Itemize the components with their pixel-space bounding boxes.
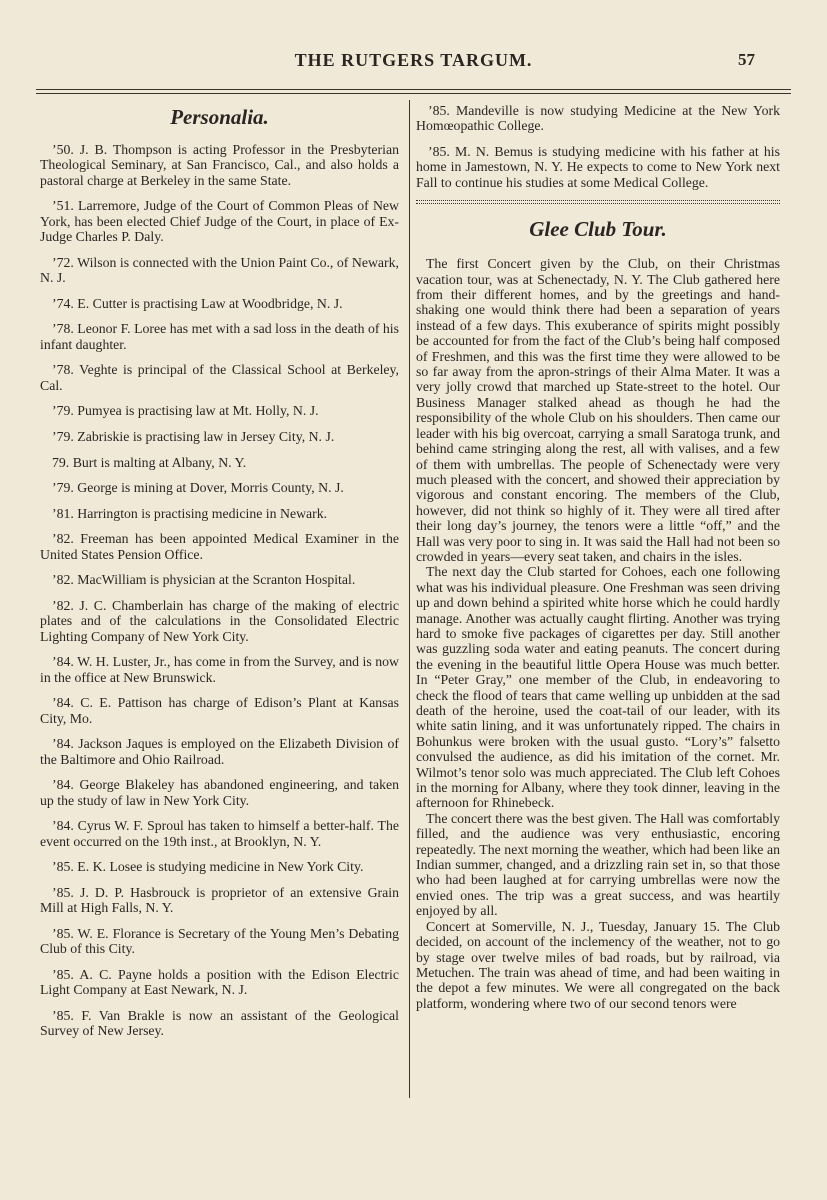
personalia-entry: ’82. Freeman has been appointed Medical Examiner in the United States Pension Office. (40, 531, 399, 562)
personalia-entry: ’74. E. Cutter is practising Law at Woodbridge, N. J. (52, 295, 343, 311)
personalia-entry: ’82. J. C. Chamberlain has charge of the making of electric plates and of the calculations in the Consolidated Electric Lighting Company of New York City. (40, 597, 399, 644)
article-paragraph: The concert there was the best given. The Hall was comfortably filled, and the audience was very enthusiastic, encoring repeatedly. The next morning the weather, which had been like an Indian summer, changed, and a drizzling rain set in, so that those who had been laughed at for carrying umbrellas were now the envied ones. The trip was a great success, and was heartily enjoyed by all. (416, 810, 780, 919)
left-column (40, 104, 399, 1049)
personalia-entry: ’85. A. C. Payne holds a position with the Edison Electric Light Company at East Newark, N. J. (40, 966, 399, 998)
header-rule-top (36, 89, 791, 90)
personalia-entry: ’84. Jackson Jaques is employed on the Elizabeth Division of the Baltimore and Ohio Railroad. (40, 736, 399, 767)
personalia-entry: ’82. MacWilliam is physician at the Scranton Hospital. (52, 572, 356, 588)
personalia-entry: ’84. W. H. Luster, Jr., has come in from the Survey, and is now in the office at New Brunswick. (40, 654, 399, 685)
personalia-entry: ’85. F. Van Brakle is now an assistant of the Geological Survey of New Jersey. (40, 1007, 399, 1039)
column-divider (409, 100, 410, 1098)
personalia-entry: ’85. W. E. Florance is Secretary of the Young Men’s Debating Club of this City. (40, 925, 399, 957)
personalia-entry: ’85. M. N. Bemus is studying medicine with his father at his home in Jamestown, N. Y. He expects to come to New York next Fall to continue his studies at some Medical College. (416, 144, 780, 190)
article-paragraph: The first Concert given by the Club, on their Christmas vacation tour, was at Schenectady, N. Y. The Club gathered here from their different homes, and by the greetings and hand-shaking one would think there had been a separation of years instead of a few days. This exuberance of spirits might possibly be accounted for from the fact of the Club’s being half composed of Freshmen, and this was the first time they were allowed to be so far away from the apron-strings of their Alma Mater. It was a very jolly crowd that marched up State-street to the hotel. Our Business Manager stalked ahead as though he had the responsibility of the whole Club on his shoulders. Then came our leader with his big overcoat, carrying a small Saratoga trunk, and behind came stringing along the rest, all with valises, and a few of them with umbrellas. The people of Schenectady were very much pleased with the concert, and showed their appreciation by vigorous and constant encoring. The members of the Club, however, did not think so highly of it. They were all tired after their long day’s journey, the tenors were a little “off,” and the Hall was very poor to sing in. It was said the Hall had not been so crowded in years—every seat taken, and chairs in the isles. (416, 256, 780, 564)
personalia-entry: ’84. George Blakeley has abandoned engineering, and taken up the study of law in New York City. (40, 777, 399, 808)
section-divider (416, 200, 780, 201)
personalia-entry: ’85. E. K. Losee is studying medicine in New York City. (52, 859, 364, 875)
personalia-entry: 79. Burt is malting at Albany, N. Y. (52, 454, 247, 470)
personalia-entry: ’84. Cyrus W. F. Sproul has taken to himself a better-half. The event occurred on the 19th inst., at Brooklyn, N. Y. (40, 818, 399, 849)
section-divider (416, 203, 780, 204)
personalia-entry: ’50. J. B. Thompson is acting Professor in the Presbyterian Theological Seminary, at San Francisco, Cal., and also holds a pastoral charge at Berkeley in the same State. (40, 142, 399, 188)
article-paragraph: Concert at Somerville, N. J., Tuesday, January 15. The Club decided, on account of the inclemency of the weather, not to go by stage over twelve miles of bad roads, but by railroad, via Metuchen. The train was ahead of time, and had been waiting in the depot a few minutes. We were all congregated on the back platform, wondering where two of our second tenors were (416, 918, 780, 1011)
personalia-entry: ’78. Leonor F. Loree has met with a sad loss in the death of his infant daughter. (40, 321, 399, 352)
header-rule-bottom (36, 93, 791, 94)
personalia-entry: ’79. George is mining at Dover, Morris County, N. J. (52, 480, 344, 496)
journal-title: THE RUTGERS TARGUM. (294, 50, 533, 70)
glee-club-title: Glee Club Tour. (529, 217, 667, 242)
personalia-entry: ’85. J. D. P. Hasbrouck is proprietor of an extensive Grain Mill at High Falls, N. Y. (40, 884, 399, 916)
personalia-title: Personalia. (170, 105, 269, 129)
personalia-entry: ’72. Wilson is connected with the Union Paint Co., of Newark, N. J. (40, 254, 399, 286)
personalia-entry: ’79. Zabriskie is practising law in Jersey City, N. J. (52, 429, 335, 444)
personalia-entry: ’84. C. E. Pattison has charge of Edison’s Plant at Kansas City, Mo. (40, 695, 399, 726)
personalia-entry: ’85. Mandeville is now studying Medicine at the New York Homœopathic College. (416, 103, 780, 134)
personalia-entry: ’78. Veghte is principal of the Classical School at Berkeley, Cal. (40, 362, 399, 393)
personalia-entry: ’51. Larremore, Judge of the Court of Common Pleas of New York, has been elected Chief Judge of the Court, in place of Ex-Judge Charles P. Daly. (40, 198, 399, 245)
article-paragraph: The next day the Club started for Cohoes, each one following what was his individual pleasure. One Freshman was seen driving up and down behind a spirited white horse which he could hardly manage. Another was actually caught flirting. Another was trying hard to smoke five packages of cigarettes per day. Still another was guzzling soda water and eating peanuts. The concert during the evening in the beautiful little Opera House was much better. In “Peter Gray,” one member of the Club, in endeavoring to check the flood of tears that came welling up unbidden at the sad death of the heroine, used the coat-tail of our leader, with its white satin lining, and it was unfortunately ripped. The chairs in Bohunkus were broken with the usual gusto. “Lory’s” falsetto convulsed the audience, as did his imitation of the cornet. Mr. Wilmot’s tenor solo was much appreciated. The Club left Cohoes in the morning for Albany, where they took dinner, leaving in the afternoon for Rhinebeck. (416, 564, 781, 811)
personalia-entry: ’81. Harrington is practising medicine in Newark. (52, 505, 328, 521)
page-number: 57 (738, 50, 755, 69)
personalia-entry: ’79. Pumyea is practising law at Mt. Holly, N. J. (52, 403, 319, 419)
right-column (416, 103, 780, 1011)
